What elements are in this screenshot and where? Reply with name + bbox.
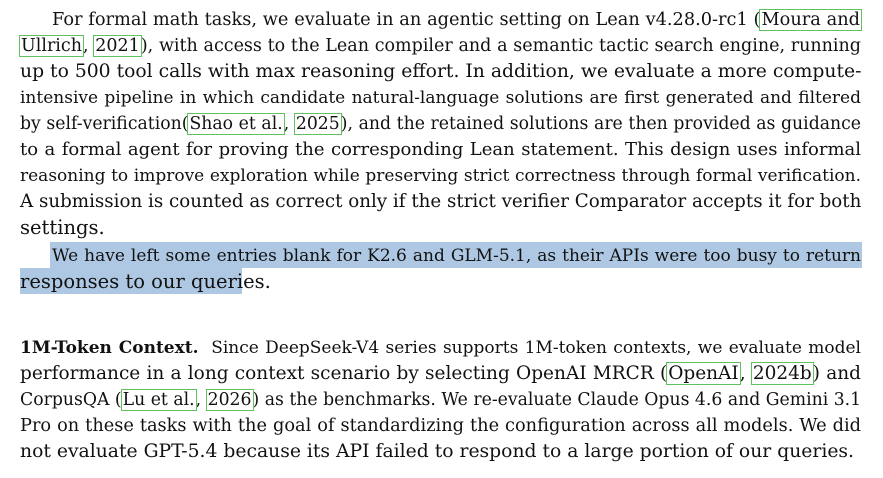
section-heading: 1M-Token Context.: [20, 338, 199, 358]
text-span: ,: [739, 363, 752, 384]
paragraph-3-line-5: not evaluate GPT-5.4 because its API failed to respond to a large portion of our queries.: [20, 441, 855, 462]
text-span: ) and: [812, 363, 862, 384]
paragraph-1-line-9: settings.: [20, 216, 105, 239]
citation-link-year-2026[interactable]: 2026: [207, 390, 252, 410]
paragraph-3-line-2: [20, 361, 861, 387]
citation-link-shao[interactable]: Shao et al.: [189, 114, 283, 134]
paragraph-1-line-2: [20, 33, 861, 59]
text-span: ), with access to the Lean compiler and a semantic tactic search engine, running: [140, 36, 861, 56]
paragraph-3-line-3: [20, 387, 861, 413]
paragraph-1-line-7: reasoning to improve exploration while preserving strict correctness through formal verification.: [20, 166, 861, 186]
text-span: performance in a long context scenario by selecting OpenAI MRCR (: [20, 363, 668, 384]
paragraph-1-line-6: to a formal agent for proving the corresponding Lean statement. This design uses informal: [20, 139, 861, 160]
text-span: CorpusQA (: [20, 390, 122, 410]
citation-link-year-2024b[interactable]: 2024b: [752, 363, 812, 384]
text-span: ,: [283, 114, 295, 134]
heading-gap: [199, 338, 212, 358]
citation-link-lu[interactable]: Lu et al.: [122, 390, 195, 410]
citation-link-year-2025[interactable]: 2025: [295, 114, 340, 134]
citation-link-ullrich[interactable]: Ullrich: [21, 36, 82, 56]
text-span: ), and the retained solutions are then provided as guidance: [340, 114, 861, 134]
citation-link-openai[interactable]: OpenAI: [668, 363, 739, 384]
text-span: For formal math tasks, we evaluate in an agentic setting on Lean v4.28.0-rc1 (: [52, 10, 761, 30]
text-span: ,: [195, 390, 207, 410]
paragraph-1-line-3: up to 500 tool calls with max reasoning effort. In addition, we evaluate a more compute-: [20, 61, 862, 82]
paragraph-2-line-1[interactable]: We have left some entries blank for K2.6 and GLM-5.1, as their APIs were too busy to return: [52, 246, 861, 266]
citation-link-moura[interactable]: Moura and: [761, 10, 860, 30]
text-span: ,: [82, 36, 95, 56]
paragraph-1-line-5: [20, 111, 861, 137]
paragraph-1-line-4: intensive pipeline in which candidate natural-language solutions are first generated and filtered: [20, 88, 861, 108]
paragraph-3-line-4: Pro on these tasks with the goal of standardizing the configuration across all models. We did: [20, 416, 861, 436]
paragraph-3-line-1: [20, 335, 861, 361]
text-span: Since DeepSeek-V4 series supports 1M-token contexts, we evaluate model: [211, 338, 861, 358]
text-span: ) as the benchmarks. We re-evaluate Claude Opus 4.6 and Gemini 3.1: [252, 390, 862, 410]
paragraph-1-line-1: [52, 7, 861, 33]
text-span: by self-verification(: [20, 114, 189, 134]
paragraph-2-line-2[interactable]: responses to our queries.: [20, 270, 271, 293]
paragraph-1-line-8: A submission is counted as correct only if the strict verifier Comparator accepts it for both: [20, 191, 862, 212]
citation-link-year-2021[interactable]: 2021: [95, 36, 140, 56]
